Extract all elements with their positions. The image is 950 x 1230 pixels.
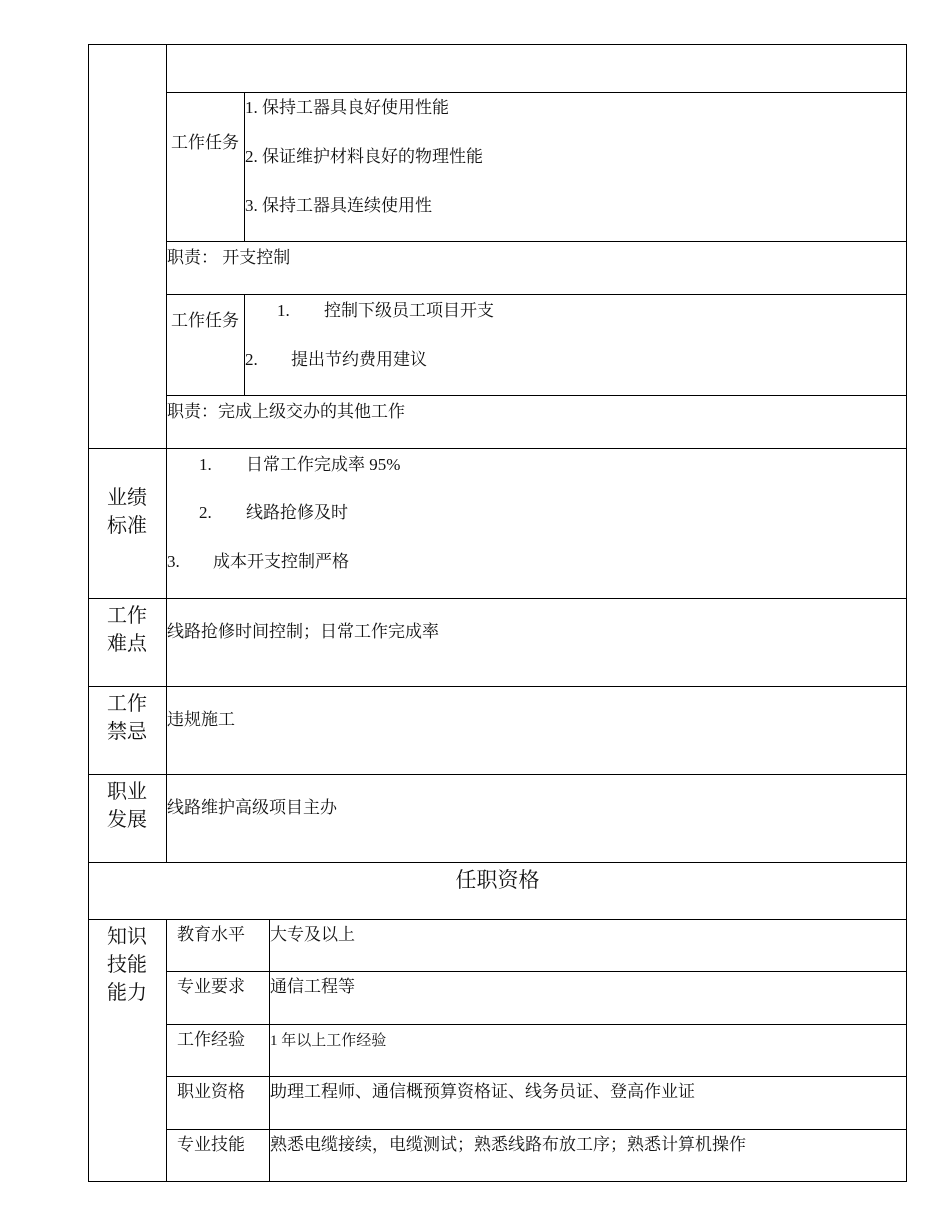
row-divider	[166, 1129, 907, 1130]
row-divider	[166, 241, 907, 242]
performance-label: 业绩标准	[107, 487, 147, 537]
duty-title: 职责： 开支控制	[167, 248, 291, 267]
row-divider	[166, 971, 907, 972]
row-divider	[166, 1076, 907, 1077]
difficulty-text: 线路抢修时间控制；日常工作完成率	[167, 622, 439, 641]
row-divider	[88, 686, 907, 687]
qual-row-value: 熟悉电缆接续，电缆测试；熟悉线路布放工序；熟悉计算机操作	[270, 1135, 746, 1154]
qual-row-label: 工作经验	[177, 1030, 245, 1049]
career-text: 线路维护高级项目主办	[167, 798, 337, 817]
performance-item: 日常工作完成率 95%	[246, 455, 401, 474]
task-item: 提出节约费用建议	[291, 350, 427, 369]
task-item: 控制下级员工项目开支	[324, 301, 494, 320]
task-label-2: 工作任务	[171, 311, 239, 330]
performance-item: 线路抢修及时	[246, 503, 348, 522]
task-label-divider-2	[244, 294, 245, 396]
performance-number: 3.	[167, 552, 180, 571]
difficulty-label: 工作难点	[107, 605, 147, 655]
row-divider	[166, 395, 907, 396]
task-item: 1. 保持工器具良好使用性能	[245, 98, 449, 117]
qual-left-divider	[166, 919, 167, 1182]
performance-number: 1.	[199, 455, 212, 474]
row-divider	[88, 862, 907, 863]
qual-row-value: 通信工程等	[270, 977, 355, 996]
row-divider	[88, 598, 907, 599]
task-item-number: 2.	[245, 350, 258, 369]
performance-item: 成本开支控制严格	[213, 552, 349, 571]
career-label: 职业发展	[107, 781, 147, 831]
taboo-label: 工作禁忌	[107, 693, 147, 743]
qual-row-label: 专业要求	[177, 977, 245, 996]
row-divider	[166, 294, 907, 295]
performance-number: 2.	[199, 503, 212, 522]
row-divider	[88, 919, 907, 920]
task-item: 3. 保持工器具连续使用性	[245, 196, 432, 215]
table-frame	[88, 44, 907, 1182]
qual-row-value: 助理工程师、通信概预算资格证、线务员证、登高作业证	[270, 1082, 695, 1101]
task-item-number: 1.	[277, 301, 290, 320]
row-divider	[88, 448, 907, 449]
task-item: 2. 保证维护材料良好的物理性能	[245, 147, 483, 166]
row-divider	[166, 92, 907, 93]
row-divider	[88, 774, 907, 775]
qualifications-heading: 任职资格	[455, 868, 540, 892]
left-column-divider	[166, 44, 167, 862]
row-divider	[166, 1024, 907, 1025]
duty-title: 职责：完成上级交办的其他工作	[167, 402, 405, 421]
qual-row-value: 1 年以上工作经验	[270, 1033, 387, 1049]
task-label-1: 工作任务	[171, 133, 239, 152]
qual-row-value: 大专及以上	[270, 925, 355, 944]
job-description-table	[88, 44, 907, 1182]
taboo-text: 违规施工	[167, 710, 235, 729]
qual-row-label: 教育水平	[177, 925, 245, 944]
qualifications-group-label: 知识技能能力	[107, 926, 147, 1004]
qual-row-label: 专业技能	[177, 1135, 245, 1154]
qual-row-label: 职业资格	[177, 1082, 245, 1101]
